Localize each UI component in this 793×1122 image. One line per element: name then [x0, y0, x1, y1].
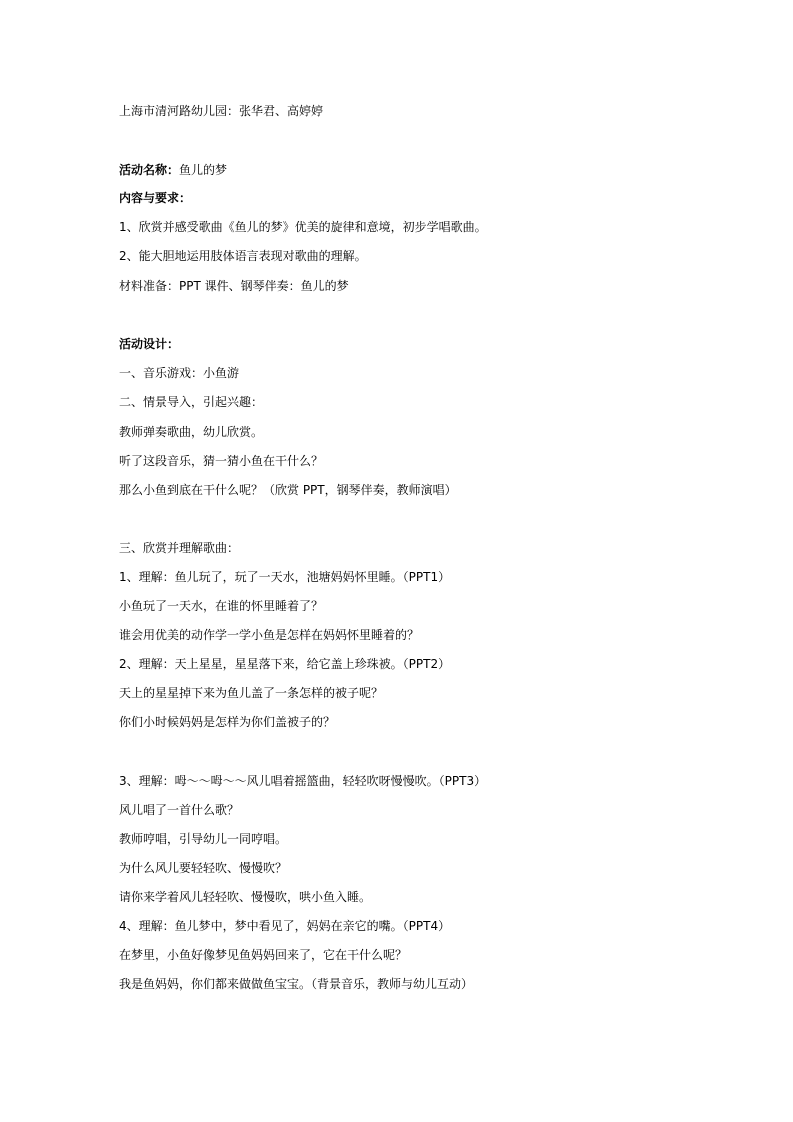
step-2-line-3: 那么小鱼到底在干什么呢？（欣赏 PPT，钢琴伴奏，教师演唱）	[119, 483, 457, 497]
activity-name-value: 鱼儿的梦	[179, 163, 228, 177]
step-3-item-2: 2、理解：天上星星，星星落下来，给它盖上珍珠被。（PPT2）	[119, 657, 451, 671]
step-2: 二、情景导入，引起兴趣：	[119, 395, 264, 409]
step-3-item-3-question-4: 请你来学着风儿轻轻吹、慢慢吹，哄小鱼入睡。	[119, 890, 372, 904]
design-heading: 活动设计：	[119, 337, 180, 351]
step-3-item-3-question-1: 风儿唱了一首什么歌？	[119, 803, 240, 817]
step-1: 一、音乐游戏：小鱼游	[119, 366, 240, 380]
content-heading: 内容与要求：	[119, 191, 192, 205]
step-2-line-2: 听了这段音乐，猜一猜小鱼在干什么？	[119, 454, 324, 468]
activity-name	[119, 162, 227, 178]
step-3: 三、欣赏并理解歌曲：	[119, 541, 240, 555]
step-3-item-3-question-2: 教师哼唱，引导幼儿一同哼唱。	[119, 832, 288, 846]
step-3-item-1-question-2: 谁会用优美的动作学一学小鱼是怎样在妈妈怀里睡着的？	[119, 628, 420, 642]
step-2-line-1: 教师弹奏歌曲，幼儿欣赏。	[119, 425, 264, 439]
step-3-item-2-question-2: 你们小时候妈妈是怎样为你们盖被子的？	[119, 715, 336, 729]
activity-name-label: 活动名称：	[119, 163, 180, 177]
step-3-item-1: 1、理解：鱼儿玩了，玩了一天水，池塘妈妈怀里睡。（PPT1）	[119, 570, 451, 584]
requirement-2: 2、能大胆地运用肢体语言表现对歌曲的理解。	[119, 249, 367, 263]
step-3-item-4-question-2: 我是鱼妈妈，你们都来做做鱼宝宝。（背景音乐，教师与幼儿互动）	[119, 977, 474, 991]
step-3-item-3: 3、理解：呣～～呣～～风儿唱着摇篮曲，轻轻吹呀慢慢吹。（PPT3）	[119, 774, 487, 788]
author-line: 上海市清河路幼儿园：张华君、高婷婷	[119, 104, 324, 118]
requirement-1: 1、欣赏并感受歌曲《鱼儿的梦》优美的旋律和意境，初步学唱歌曲。	[119, 220, 487, 234]
step-3-item-2-question-1: 天上的星星掉下来为鱼儿盖了一条怎样的被子呢？	[119, 686, 384, 700]
step-3-item-1-question-1: 小鱼玩了一天水，在谁的怀里睡着了？	[119, 599, 324, 613]
materials-line: 材料准备：PPT 课件、钢琴伴奏：鱼儿的梦	[119, 279, 349, 293]
step-3-item-3-question-3: 为什么风儿要轻轻吹、慢慢吹？	[119, 861, 288, 875]
step-3-item-4-question-1: 在梦里，小鱼好像梦见鱼妈妈回来了，它在干什么呢？	[119, 948, 408, 962]
step-3-item-4: 4、理解：鱼儿梦中，梦中看见了，妈妈在亲它的嘴。（PPT4）	[119, 919, 451, 933]
